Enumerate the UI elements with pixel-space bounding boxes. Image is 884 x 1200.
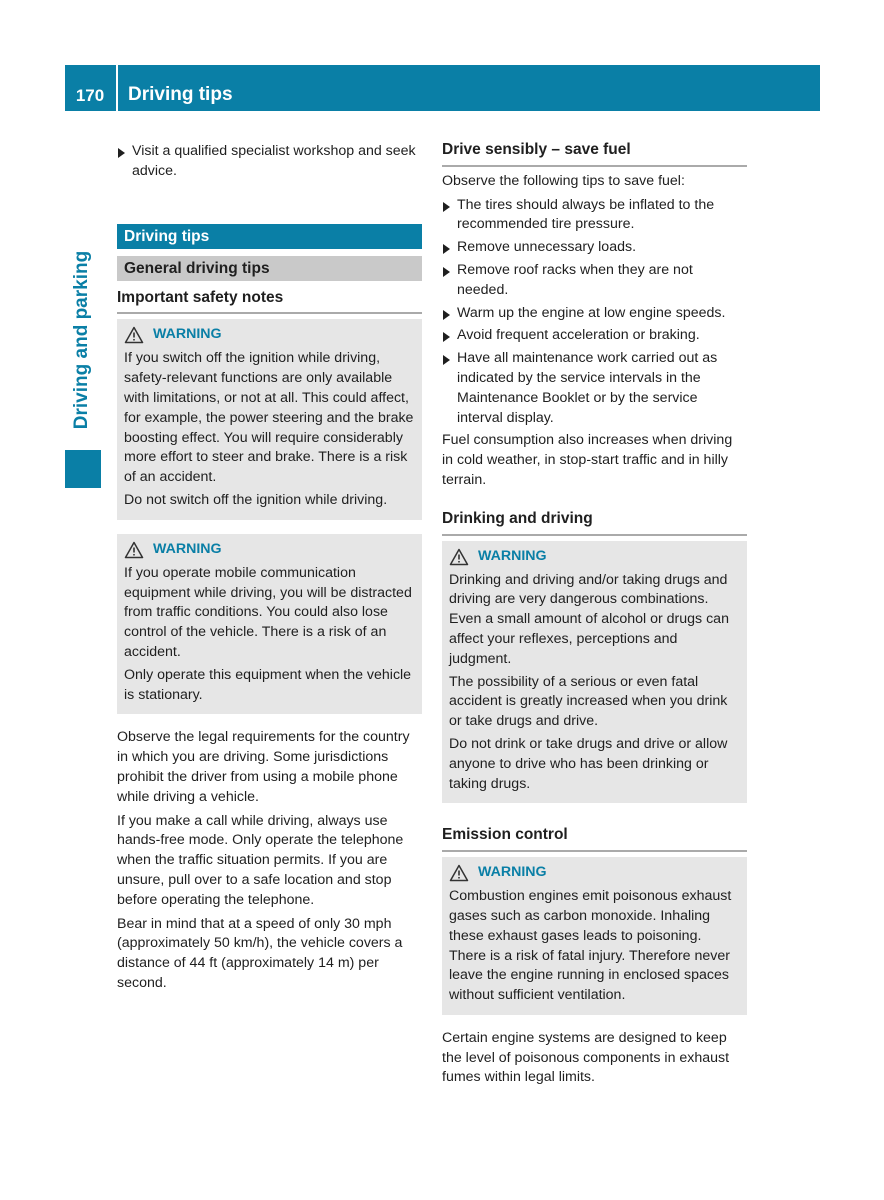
warning-text: If you switch off the ignition while driving, safety-relevant functions are only available with limitations, or not at all. This could affect, for example, the power steering and the brake boosting effect. You will require considerably more effort to steer and brake. There is a risk of an accident.	[124, 350, 414, 486]
bullet-item: Avoid frequent acceleration or braking.	[442, 326, 747, 346]
warning-box	[117, 319, 422, 519]
body-paragraph: If you make a call while driving, always use hands-free mode. Only operate the telephone when the traffic situation permits. If you are unsure, pull over to a safe location and stop before operating the telephone.	[117, 812, 404, 908]
warning-triangle-icon	[449, 864, 469, 882]
page-title: Driving tips	[128, 84, 233, 105]
bullet-item: Have all maintenance work carried out as indicated by the service intervals in the Maintenance Booklet or by the service interval display.	[442, 349, 747, 428]
warning-text: If you operate mobile communication equipment while driving, you will be distracted from traffic conditions. You could also lose control of the vehicle. There is a risk of an accident.	[124, 564, 412, 660]
bullet-item: The tires should always be inflated to the recommended tire pressure.	[442, 196, 747, 236]
page-header	[65, 65, 820, 111]
left-column	[117, 142, 422, 998]
spacer	[442, 495, 747, 509]
warning-header	[449, 861, 740, 885]
warning-header	[449, 545, 740, 569]
warning-header	[124, 323, 415, 347]
warning-text: Do not drink or take drugs and drive or allow anyone to drive who has been drinking or taking drugs.	[449, 735, 728, 792]
page-number: 170	[75, 86, 105, 105]
spacer	[117, 185, 422, 224]
body-paragraph: Certain engine systems are designed to keep the level of poisonous components in exhaust fumes within legal limits.	[442, 1029, 730, 1086]
bullet-item: Remove unnecessary loads.	[442, 238, 747, 258]
warning-text: Combustion engines emit poisonous exhaust gases such as carbon monoxide. Inhaling these exhaust gases leads to poisoning. There is a risk of fatal injury. Therefore never leave the engine running in enclosed spaces without sufficient ventilation.	[449, 888, 732, 1004]
warning-text: Do not switch off the ignition while driving.	[124, 491, 388, 508]
header-divider	[116, 65, 118, 111]
section-heading: Drinking and driving	[442, 509, 747, 536]
warning-text: Drinking and driving and/or taking drugs and driving are very dangerous combinations. Even a small amount of alcohol or drugs can affect your reflexes, perceptions and judgment.	[449, 571, 729, 667]
right-column	[442, 140, 747, 1092]
warning-box	[117, 534, 422, 715]
body-paragraph: Observe the legal requirements for the country in which you are driving. Some jurisdictions prohibit the driver from using a mobile phone while driving a vehicle.	[117, 729, 410, 805]
side-tab-marker	[65, 450, 101, 488]
section-heading: Important safety notes	[117, 288, 422, 315]
warning-box	[442, 857, 747, 1015]
bullet-item: Visit a qualified specialist workshop and seek advice.	[117, 142, 422, 182]
spacer	[442, 817, 747, 825]
warning-triangle-icon	[124, 326, 144, 344]
bullet-item: Remove roof racks when they are not needed.	[442, 261, 747, 301]
side-tab-label: Driving and parking	[71, 250, 93, 430]
warning-triangle-icon	[124, 541, 144, 559]
subsection-bar: General driving tips	[117, 256, 422, 281]
intro-paragraph: Observe the following tips to save fuel:	[442, 172, 685, 189]
warning-title: WARNING	[153, 326, 222, 343]
warning-text: The possibility of a serious or even fatal accident is greatly increased when you drink or take drugs and drive.	[449, 673, 728, 730]
warning-box	[442, 541, 747, 804]
warning-title: WARNING	[478, 547, 547, 564]
bullet-item: Warm up the engine at low engine speeds.	[442, 304, 747, 324]
warning-title: WARNING	[153, 540, 222, 557]
section-heading: Drive sensibly – save fuel	[442, 140, 747, 167]
warning-header	[124, 538, 415, 562]
section-bar: Driving tips	[117, 224, 422, 249]
warning-text: Only operate this equipment when the vehicle is stationary.	[124, 666, 412, 703]
body-paragraph: Bear in mind that at a speed of only 30 mph (approximately 50 km/h), the vehicle covers a distance of 44 ft (approximately 14 m) per second.	[117, 915, 403, 991]
warning-title: WARNING	[478, 864, 547, 881]
warning-triangle-icon	[449, 548, 469, 566]
section-heading: Emission control	[442, 825, 747, 852]
body-paragraph: Fuel consumption also increases when driving in cold weather, in stop-start traffic and in hilly terrain.	[442, 432, 733, 488]
